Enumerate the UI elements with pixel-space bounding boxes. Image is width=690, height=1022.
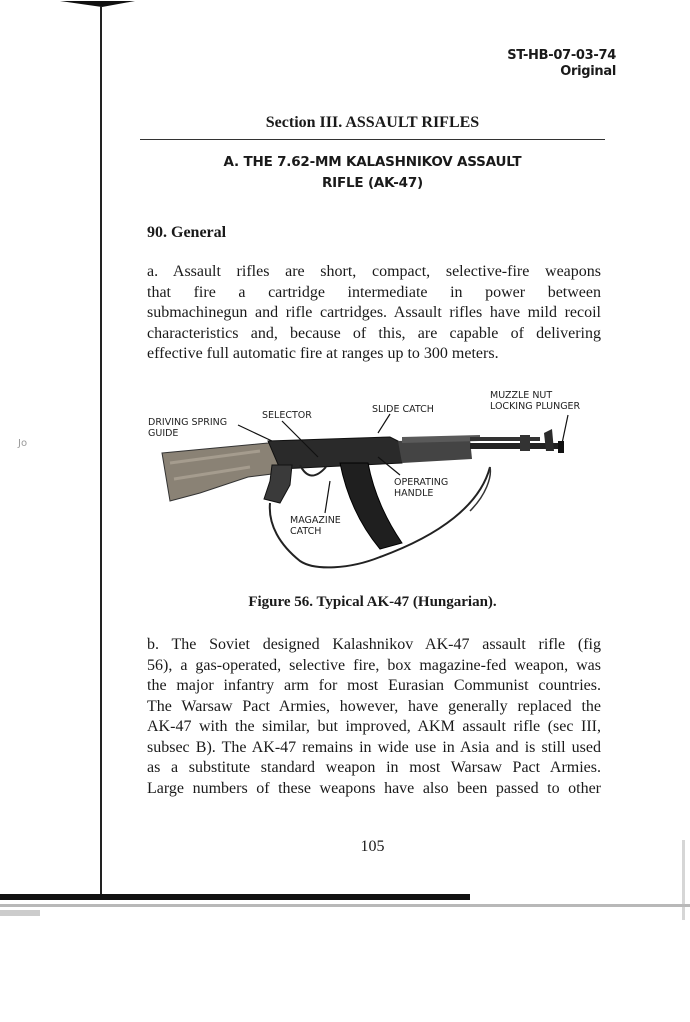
page-bottom-bar [0,894,470,900]
paragraph-b-line: subsec B). The AK-47 remains in wide use in Asia and is still used [147,738,601,756]
document-id: ST-HB-07-03-74 [507,48,616,63]
paragraph-a-line: effective full automatic fire at ranges up to 300 meters. [147,345,499,362]
section-title: Section III. ASSAULT RIFLES [265,114,480,131]
page-bottom-shadow [0,904,690,907]
paragraph-b-line: The Warsaw Pact Armies, however, have generally replaced the [147,697,601,715]
paragraph-b-line: 56), a gas-operated, selective fire, box magazine-fed weapon, was [147,656,601,674]
label-driving-spring-guide: DRIVING SPRING GUIDE [148,417,228,439]
paragraph-b-line: as a substitute standard weapon in most Warsaw Pact Armies. [147,759,601,776]
subsection-title [140,152,605,194]
paragraph-a [147,262,601,365]
figure-caption: Figure 56. Typical AK-47 (Hungarian). [248,594,497,610]
label-muzzle-nut-locking-plunger: MUZZLE NUT LOCKING PLUNGER [490,390,581,412]
page-number: 105 [360,838,385,855]
rifle-magazine [340,463,402,549]
paragraph-b-line: AK-47 with the similar, but improved, AKM assault rifle (sec III, [147,718,601,735]
paragraph-a-line: characteristics and, because of this, are capable of delivering [147,324,601,342]
rifle-receiver [268,437,402,469]
paragraph-a-line: a. Assault rifles are short, compact, selective-fire weapons [147,263,601,280]
paragraph-heading: 90. General [147,224,227,241]
paragraph-a-line: that fire a cartridge intermediate in power between [147,283,601,301]
label-operating-handle: OPERATING HANDLE [394,477,449,499]
figure-56 [140,385,610,585]
paragraph-b [147,635,601,799]
binding-line [100,6,102,896]
paragraph-b-line: the major infantry arm for most Eurasian Communist countries. [147,677,601,694]
paragraph-b-line: b. The Soviet designed Kalashnikov AK-47 assault rifle (fig [147,636,601,653]
label-slide-catch: SLIDE CATCH [372,404,434,415]
document-status: Original [560,64,616,79]
subsection-title-line-2: RIFLE (AK-47) [321,175,424,191]
ak47-rifle-illustration [140,385,610,585]
document-header [507,48,616,80]
paragraph-a-line: submachinegun and rifle cartridges. Assault rifles have mild recoil [147,304,601,321]
subsection-title-line-1: A. THE 7.62-MM KALASHNIKOV ASSAULT [223,154,522,170]
label-magazine-catch: MAGAZINE CATCH [290,515,341,537]
scan-right-edge [682,840,685,920]
section-rule [140,139,605,140]
paragraph-b-line: Large numbers of these weapons have also been passed to other [147,779,601,797]
label-selector: SELECTOR [262,410,312,421]
binding-corner-mark [60,0,135,8]
margin-annotation: Jo [18,438,28,449]
scan-smear [0,910,40,916]
